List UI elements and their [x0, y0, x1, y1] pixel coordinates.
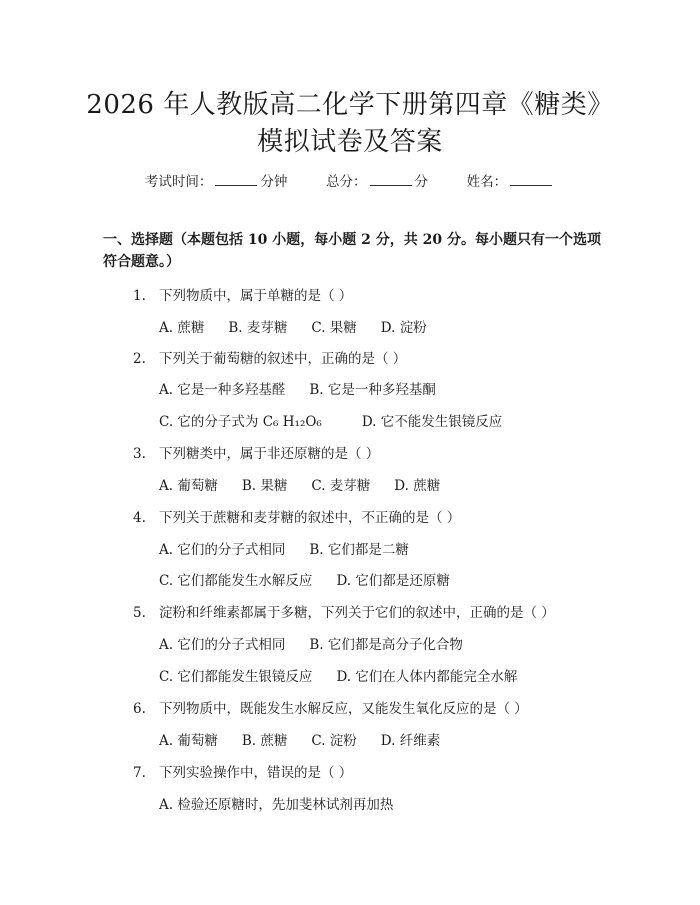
- question-2: [133, 347, 406, 367]
- question-1: [133, 284, 352, 304]
- question-5-options-row2: [159, 665, 541, 685]
- question-7-options: [159, 793, 417, 813]
- question-2-options-row2: [159, 410, 526, 430]
- question-text: 下列实验操作中，错误的是（ ）: [159, 765, 353, 781]
- score-blank: [370, 173, 412, 186]
- option-a: A. 它们的分子式相同: [159, 542, 286, 558]
- question-text: 下列关于蔗糖和麦芽糖的叙述中，不正确的是（ ）: [159, 510, 461, 526]
- option-c: C. 它们都能发生银镜反应: [159, 669, 313, 685]
- option-c: C. 麦芽糖: [311, 478, 371, 494]
- question-2-options-row1: [159, 378, 460, 398]
- option-c: C. 它的分子式为 C₆ H₁₂O₆: [159, 414, 322, 430]
- question-number: 2.: [133, 351, 146, 367]
- option-b: B. 它们都是高分子化合物: [309, 637, 463, 653]
- option-d: D. 它们都是还原糖: [336, 573, 450, 589]
- question-7: [133, 761, 352, 781]
- section-heading: 一、选择题（本题包括 10 小题，每小题 2 分，共 20 分。每小题只有一个选项符合题意。）: [103, 232, 601, 270]
- option-d: D. 蔗糖: [394, 478, 441, 494]
- time-blank: [215, 173, 257, 186]
- option-a: A. 葡萄糖: [159, 733, 218, 749]
- exam-title-line2: 模拟试卷及答案: [257, 127, 443, 157]
- question-number: 1.: [133, 288, 146, 304]
- option-a: A. 它是一种多羟基醛: [159, 382, 286, 398]
- score-label: 总分：: [326, 174, 367, 190]
- option-c: C. 它们都能发生水解反应: [159, 573, 313, 589]
- option-b: B. 麦芽糖: [228, 320, 288, 336]
- question-text: 下列物质中，属于单糖的是（ ）: [159, 288, 353, 304]
- question-text: 下列关于葡萄糖的叙述中，正确的是（ ）: [159, 351, 407, 367]
- question-6-options: [159, 729, 464, 749]
- question-4: [133, 506, 460, 526]
- option-d: D. 纤维素: [380, 733, 441, 749]
- question-text: 下列物质中，既能发生水解反应，又能发生氧化反应的是（ ）: [159, 701, 528, 717]
- option-b: B. 蔗糖: [241, 733, 288, 749]
- option-b: B. 它是一种多羟基酮: [309, 382, 436, 398]
- question-number: 6.: [133, 701, 146, 717]
- question-1-options: [159, 316, 451, 336]
- question-3: [133, 442, 379, 462]
- question-text: 淀粉和纤维素都属于多糖，下列关于它们的叙述中，正确的是（ ）: [159, 605, 555, 621]
- option-c: C. 淀粉: [311, 733, 357, 749]
- option-b: B. 它们都是二糖: [309, 542, 409, 558]
- option-a: A. 它们的分子式相同: [159, 637, 286, 653]
- question-text: 下列糖类中，属于非还原糖的是（ ）: [159, 446, 380, 462]
- question-6: [133, 697, 528, 717]
- question-3-options: [159, 474, 464, 494]
- question-number: 3.: [133, 446, 146, 462]
- option-c: C. 果糖: [311, 320, 357, 336]
- exam-info-row: [0, 170, 700, 190]
- option-d: D. 它不能发生银镜反应: [361, 414, 503, 430]
- option-b: B. 果糖: [241, 478, 288, 494]
- name-blank: [510, 173, 552, 186]
- option-a: A. 检验还原糖时，先加斐林试剂再加热: [159, 797, 394, 813]
- question-number: 4.: [133, 510, 146, 526]
- exam-title-line1: 2026 年人教版高二化学下册第四章《糖类》: [86, 90, 614, 120]
- name-label: 姓名：: [466, 174, 508, 190]
- time-label: 考试时间：: [144, 174, 213, 190]
- time-unit: 分钟: [260, 174, 288, 190]
- question-5-options-row1: [159, 633, 487, 653]
- question-number: 7.: [133, 765, 146, 781]
- option-d: D. 淀粉: [380, 320, 427, 336]
- option-a: A. 葡萄糖: [159, 478, 218, 494]
- question-4-options-row1: [159, 538, 433, 558]
- question-5: [133, 601, 555, 621]
- score-unit: 分: [414, 174, 428, 190]
- question-number: 5.: [133, 605, 146, 621]
- option-d: D. 它们在人体内都能完全水解: [336, 669, 518, 685]
- question-4-options-row2: [159, 569, 474, 589]
- option-a: A. 蔗糖: [159, 320, 205, 336]
